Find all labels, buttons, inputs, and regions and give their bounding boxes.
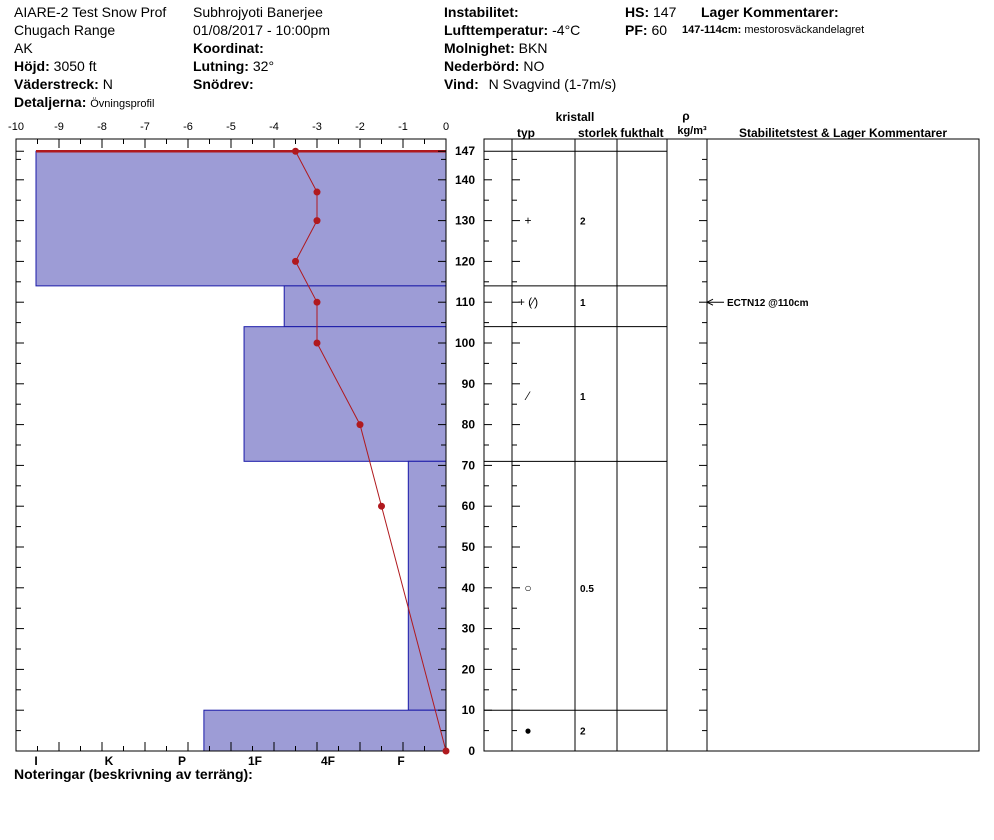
height-tick-label: 120: [454, 254, 475, 269]
hardness-tick-label: I: [34, 754, 38, 768]
slope-value: 32°: [252, 58, 275, 74]
hardness-layer: [284, 286, 446, 327]
layer-comment-text: mestorosväckandelagret: [744, 24, 865, 36]
grain-type: ⁄: [526, 389, 530, 404]
temp-tick-label: -3: [312, 121, 322, 133]
state: AK: [14, 40, 33, 56]
instability-label: Instabilitet:: [444, 4, 519, 20]
col-moisture: fukthalt: [620, 126, 664, 140]
temp-tick-label: -6: [183, 121, 193, 133]
grain-type: + (⁄): [517, 295, 539, 310]
temp-tick-label: -2: [355, 121, 365, 133]
temp-tick-label: -9: [54, 121, 64, 133]
elevation-label: Höjd:: [14, 58, 50, 74]
height-tick-label: 80: [461, 417, 475, 432]
layer-comments-label: Lager Kommentarer:: [701, 4, 839, 20]
drift-label: Snödrev:: [193, 76, 254, 92]
col-density-symbol: ρ: [682, 109, 690, 123]
profile-name: AIARE-2 Test Snow Prof: [14, 4, 167, 20]
height-tick-label: 30: [461, 621, 475, 636]
temp-tick-label: -1: [398, 121, 408, 133]
grain-type: +: [524, 213, 532, 228]
grain-type: ●: [524, 723, 532, 738]
hardness-axis: [34, 754, 404, 768]
aspect-label: Väderstreck:: [14, 76, 99, 92]
temperature-point: [378, 503, 385, 510]
datetime: 01/08/2017 - 10:00pm: [193, 22, 330, 38]
temperature-point: [314, 217, 321, 224]
temperature-point: [357, 421, 364, 428]
grain-type: ○: [524, 580, 532, 595]
height-tick-label: 90: [461, 376, 475, 391]
col-density-unit: kg/m³: [677, 125, 707, 137]
height-tick-label: 110: [455, 295, 475, 310]
col-crystal: kristall: [555, 110, 595, 124]
temperature-point: [292, 148, 299, 155]
hardness-layer: [244, 327, 446, 462]
elevation-value: 3050 ft: [53, 58, 97, 74]
hardness-tick-label: P: [177, 754, 187, 768]
col-size: storlek: [578, 126, 618, 140]
range: Chugach Range: [14, 22, 116, 38]
temperature-point: [314, 189, 321, 196]
layer-comment-range: 147-114cm:: [682, 24, 742, 36]
temp-tick-label: 0: [442, 121, 450, 133]
temperature-point: [314, 340, 321, 347]
sky-label: Molnighet:: [444, 40, 515, 56]
grain-size: 0.5: [580, 583, 594, 595]
coordinate-label: Koordinat:: [193, 40, 264, 56]
height-tick-label: 50: [461, 540, 475, 554]
wind-label: Vind:: [444, 76, 479, 92]
height-tick-label: 147: [454, 144, 475, 159]
temperature-point: [443, 748, 450, 755]
col-stability: Stabilitetstest & Lager Kommentarer: [738, 126, 948, 140]
aspect-value: N: [102, 76, 113, 92]
air-temp-value: -4°C: [552, 22, 581, 38]
wind-value: N Svagvind (1-7m/s): [488, 76, 617, 92]
height-tick-label: 70: [461, 458, 475, 473]
hs-value: 147: [653, 4, 677, 20]
temp-tick-label: -5: [226, 121, 236, 133]
hardness-tick-label: 1F: [247, 754, 263, 768]
height-tick-label: 100: [454, 336, 475, 350]
slope-label: Lutning:: [193, 58, 249, 74]
grain-size: 2: [580, 726, 586, 738]
grain-size: 1: [580, 298, 586, 310]
height-tick-label: 0: [468, 744, 475, 758]
pf-value: 60: [651, 22, 668, 38]
air-temp-label: Lufttemperatur:: [444, 22, 549, 38]
grain-size: 1: [580, 392, 586, 404]
temperature-point: [292, 258, 299, 265]
hardness-tick-label: 4F: [320, 754, 336, 768]
precip-label: Nederbörd:: [444, 58, 520, 74]
details-value: Övningsprofil: [90, 98, 155, 110]
temperature-point: [314, 299, 321, 306]
height-tick-label: 20: [461, 662, 475, 677]
table-border: [484, 139, 979, 751]
hardness-tick-label: F: [397, 754, 405, 768]
notes-label: Noteringar (beskrivning av terräng):: [14, 766, 253, 782]
height-tick-label: 40: [461, 580, 475, 595]
grain-size: 2: [580, 216, 586, 228]
temp-tick-label: -10: [8, 121, 24, 133]
temp-tick-label: -4: [269, 121, 279, 133]
pf-label: PF:: [625, 22, 648, 38]
height-tick-label: 60: [461, 499, 475, 514]
sky-value: BKN: [518, 40, 548, 56]
hardness-layer: [408, 461, 446, 710]
hardness-tick-label: K: [104, 754, 114, 768]
precip-value: NO: [523, 58, 545, 74]
hardness-layers: [36, 151, 446, 751]
height-tick-label: 10: [461, 703, 475, 718]
temp-tick-label: -7: [140, 121, 150, 133]
stability-test-label: ECTN12 @110cm: [727, 298, 809, 310]
height-tick-label: 130: [454, 213, 475, 228]
layer-table: [484, 139, 979, 751]
col-type: typ: [517, 126, 535, 140]
height-tick-label: 140: [454, 172, 475, 187]
hardness-layer: [204, 710, 446, 751]
details-label: Detaljerna:: [14, 94, 87, 110]
hs-label: HS:: [625, 4, 650, 20]
hardness-layer: [36, 151, 446, 286]
observer: Subhrojyoti Banerjee: [193, 4, 323, 20]
temp-tick-label: -8: [97, 121, 107, 133]
